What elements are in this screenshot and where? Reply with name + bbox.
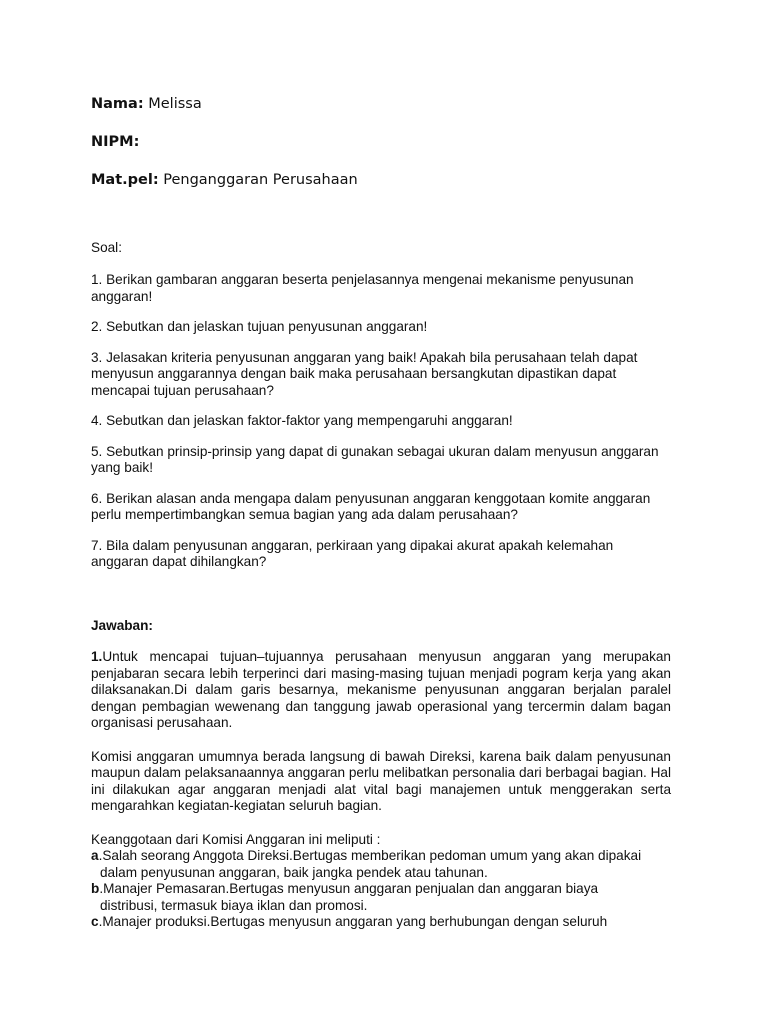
answer-paragraph-1 xyxy=(91,649,671,732)
answer-number: 1. xyxy=(91,649,103,664)
question-item: 1. Berikan gambaran anggaran beserta penjelasannya mengenai mekanisme penyusunan anggaran! xyxy=(91,272,634,304)
answer-paragraph-1-text: Untuk mencapai tujuan–tujuannya perusahaan menyusun anggaran yang merupakan penjabaran secara lebih terperinci dari masing-masing tujuan menjadi pogram kerja yang akan dilaksanakan.Di dalam garis besarnya, mekanisme penyusunan anggaran berjalan paralel dengan pembagian wewenang dan tanggung jawab operasional yang tercermin dalam bagan organisasi perusahaan. xyxy=(91,649,671,730)
nipm-label: NIPM: xyxy=(91,134,140,150)
nipm-line xyxy=(91,131,691,153)
questions-title: Soal: xyxy=(91,240,122,255)
member-line1: .Manajer Pemasaran.Bertugas menyusun anggaran penjualan dan anggaran biaya xyxy=(99,881,599,896)
subject-label: Mat.pel: xyxy=(91,172,159,188)
answers-heading: Jawaban: xyxy=(91,618,153,633)
member-line1: .Manajer produksi.Bertugas menyusun anggaran yang berhubungan dengan seluruh xyxy=(98,914,608,929)
name-value: Melissa xyxy=(148,96,202,112)
answer-paragraph-2: Komisi anggaran umumnya berada langsung di bawah Direksi, karena baik dalam penyusunan maupun dalam pelaksanaannya anggaran perlu melibatkan personalia dari berbagai bagian. Hal ini dilakukan agar anggaran menjadi alat vital bagi manajemen untuk menggerakan serta mengarahkan kegiatan-kegiatan seluruh bagian. xyxy=(91,748,671,813)
question-item: 6. Berikan alasan anda mengapa dalam penyusunan anggaran kenggotaan komite anggaran perlu mempertimbangkan semua bagian yang ada dalam perusahaan? xyxy=(91,490,651,522)
member-letter: a xyxy=(91,848,99,863)
name-line xyxy=(91,93,691,115)
question-item: 3. Jelasakan kriteria penyusunan anggaran yang baik! Apakah bila perusahaan telah dapat menyusun anggarannya dengan baik maka perusahaan bersangkutan dipastikan dapat mencapai tujuan perusahaan? xyxy=(91,349,638,398)
member-letter: b xyxy=(91,881,100,896)
member-line2: dalam penyusunan anggaran, baik jangka pendek atau tahunan. xyxy=(100,864,488,880)
name-label: Nama: xyxy=(91,96,144,112)
committee-member-item xyxy=(91,848,671,881)
committee-members-list xyxy=(91,832,671,931)
question-item: 7. Bila dalam penyusunan anggaran, perkiraan yang dipakai akurat apakah kelemahan anggaran dapat dihilangkan? xyxy=(91,537,614,569)
question-item: 2. Sebutkan dan jelaskan tujuan penyusunan anggaran! xyxy=(91,319,428,334)
committee-member-item xyxy=(91,914,671,931)
answers-section xyxy=(91,617,671,931)
subject-line xyxy=(91,169,691,191)
committee-member-item xyxy=(91,881,671,914)
question-item: 5. Sebutkan prinsip-prinsip yang dapat di gunakan sebagai ukuran dalam menyusun anggaran yang baik! xyxy=(91,443,659,475)
member-line1: .Salah seorang Anggota Direksi.Bertugas memberikan pedoman umum yang akan dipakai xyxy=(98,848,642,863)
member-line2: distribusi, termasuk biaya iklan dan promosi. xyxy=(100,897,368,913)
question-item: 4. Sebutkan dan jelaskan faktor-faktor yang mempengaruhi anggaran! xyxy=(91,413,513,428)
questions-section xyxy=(91,239,671,585)
subject-value: Penganggaran Perusahaan xyxy=(163,172,358,188)
member-letter: c xyxy=(91,914,99,929)
committee-members-intro: Keanggotaan dari Komisi Anggaran ini meliputi : xyxy=(91,831,381,847)
document-header xyxy=(91,93,691,207)
